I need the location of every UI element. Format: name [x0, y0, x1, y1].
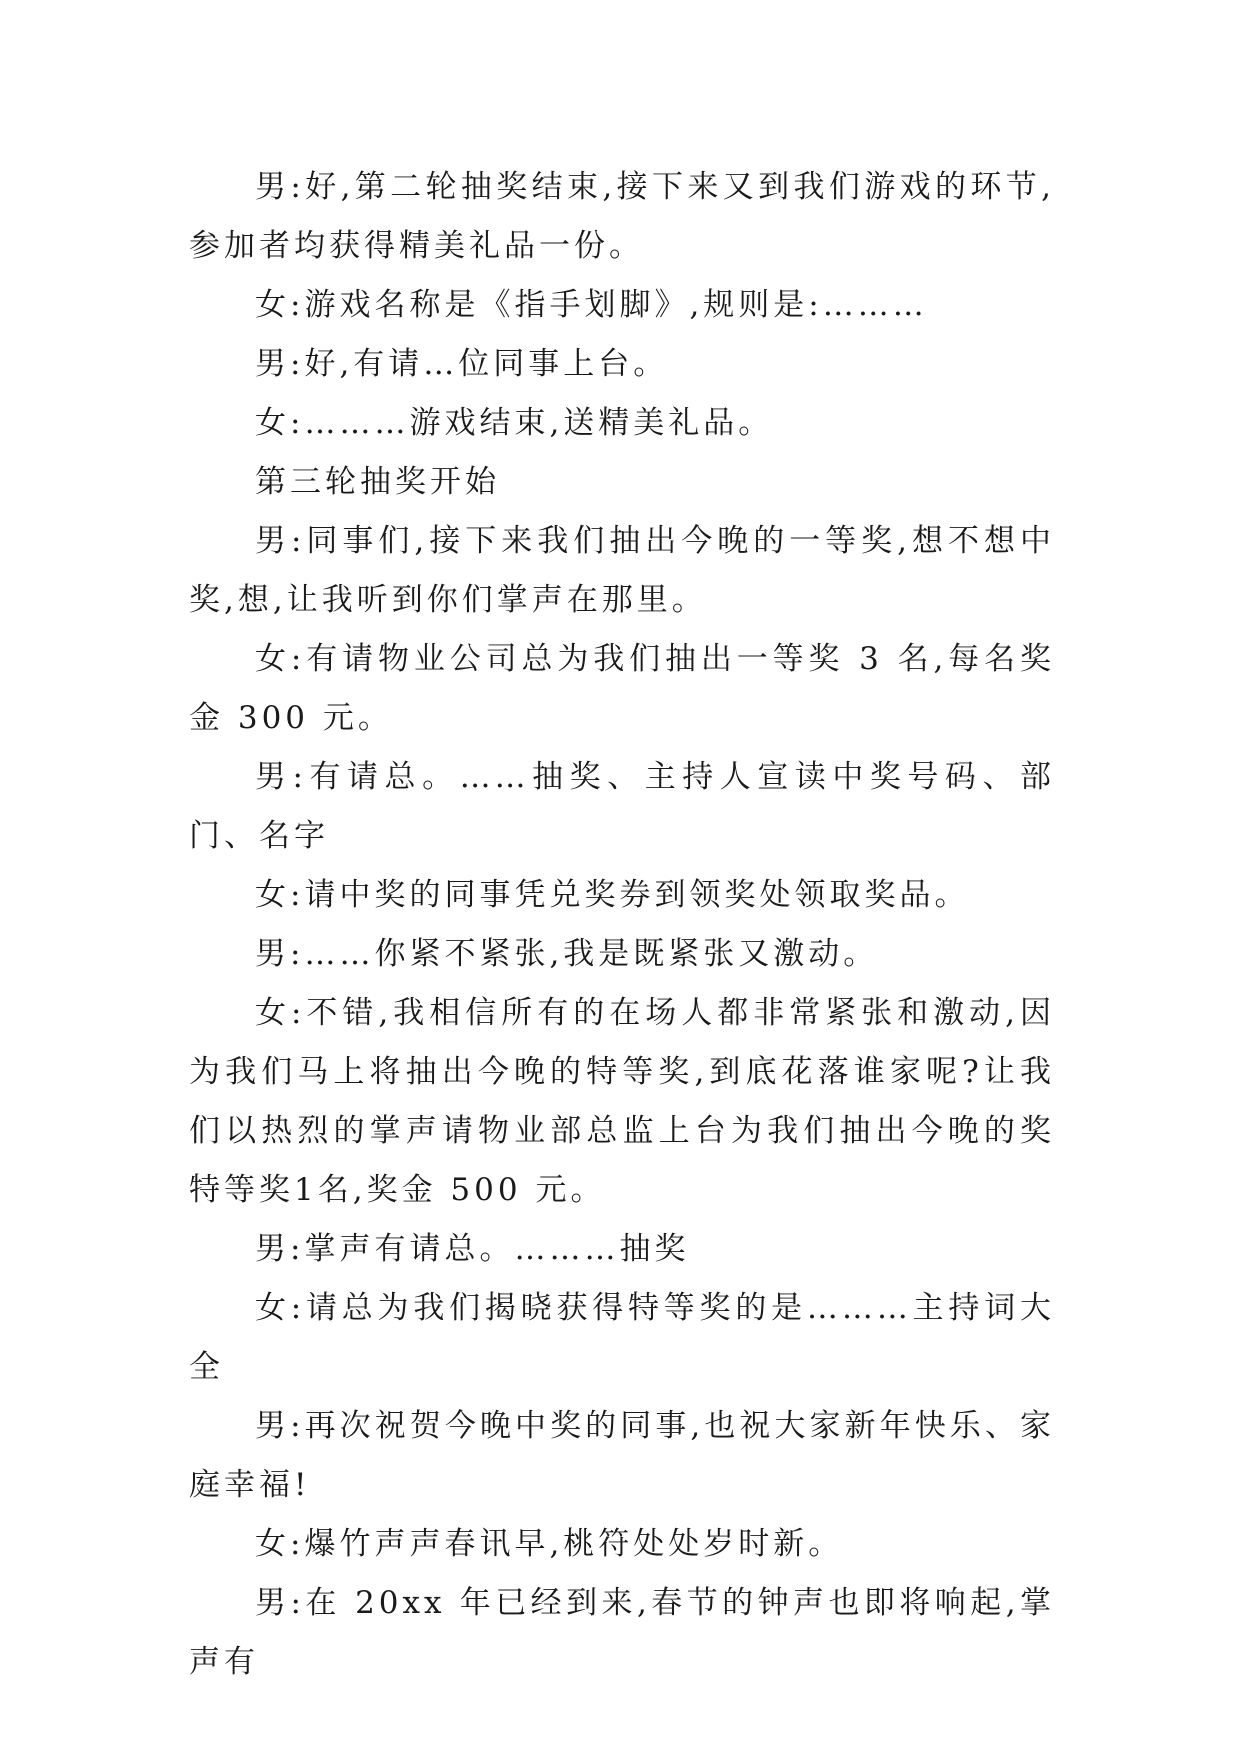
paragraph: 女:游戏名称是《指手划脚》,规则是:……… — [255, 287, 928, 323]
paragraph: 男:掌声有请总。………抽奖 — [255, 1231, 690, 1267]
paragraph: 男:……你紧不紧张,我是既紧张又激动。 — [255, 936, 879, 972]
paragraph: 男:有请总。……抽奖、主持人宣读中奖号码、部门、名字 — [189, 759, 1055, 854]
paragraph: 女:请总为我们揭晓获得特等奖的是………主持词大全 — [189, 1290, 1055, 1385]
paragraph: 女:有请物业公司总为我们抽出一等奖 3 名,每名奖金 300 元。 — [189, 641, 1055, 736]
document-body — [189, 158, 1055, 1692]
paragraph: 女:不错,我相信所有的在场人都非常紧张和激动,因为我们马上将抽出今晚的特等奖,到底花落谁家呢?让我们以热烈的掌声请物业部总监上台为我们抽出今晚的奖特等奖1名,奖金 500 元。 — [189, 995, 1055, 1208]
paragraph: 男:好,第二轮抽奖结束,接下来又到我们游戏的环节,参加者均获得精美礼品一份。 — [189, 169, 1055, 264]
paragraph: 男:在 20xx 年已经到来,春节的钟声也即将响起,掌声有 — [189, 1585, 1055, 1680]
paragraph: 男:好,有请…位同事上台。 — [255, 346, 669, 382]
paragraph: 男:再次祝贺今晚中奖的同事,也祝大家新年快乐、家庭幸福! — [189, 1408, 1055, 1503]
paragraph: 女:爆竹声声春讯早,桃符处处岁时新。 — [255, 1526, 844, 1562]
paragraph: 男:同事们,接下来我们抽出今晚的一等奖,想不想中奖,想,让我听到你们掌声在那里。 — [189, 523, 1055, 618]
section-heading: 第三轮抽奖开始 — [255, 464, 500, 500]
paragraph: 女:………游戏结束,送精美礼品。 — [255, 405, 774, 441]
paragraph: 女:请中奖的同事凭兑奖券到领奖处领取奖品。 — [255, 877, 970, 913]
